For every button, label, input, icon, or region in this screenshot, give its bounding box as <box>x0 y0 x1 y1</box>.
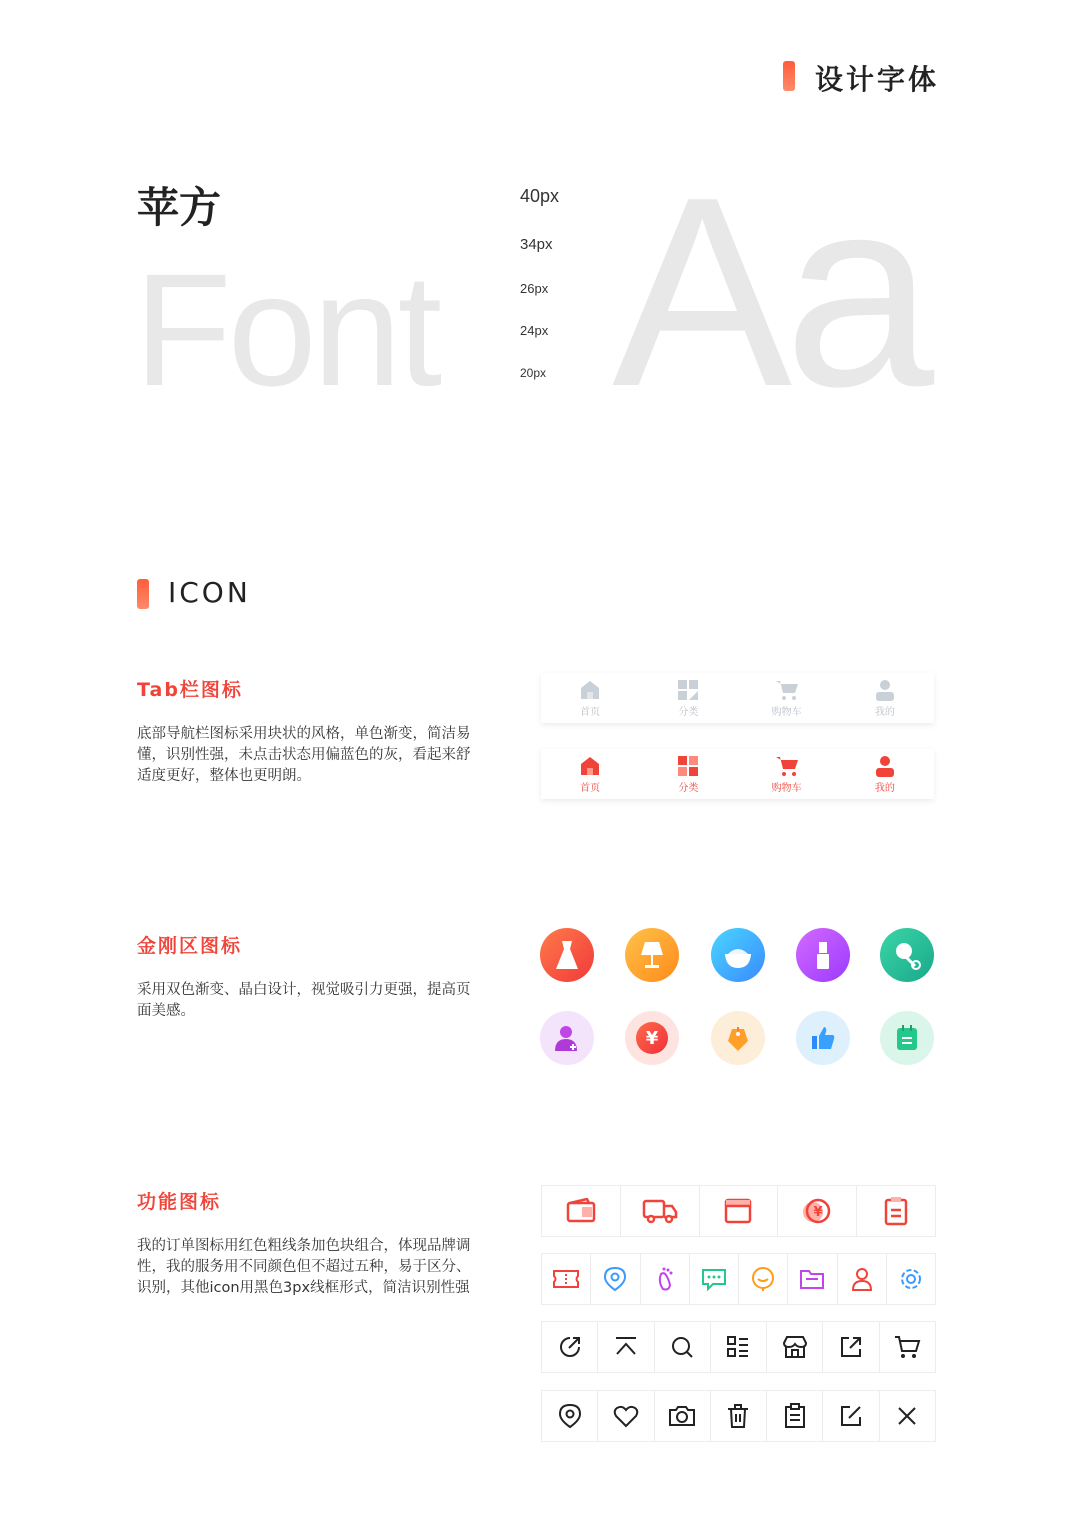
yuan-icon[interactable]: ¥ <box>625 1011 679 1065</box>
tabbar-active <box>541 749 934 799</box>
thumbs-up-icon[interactable] <box>796 1011 850 1065</box>
home-icon <box>579 755 601 777</box>
user-icon <box>874 679 896 701</box>
camera-icon[interactable] <box>654 1391 710 1441</box>
list-icon[interactable] <box>710 1322 766 1372</box>
grid-icon <box>677 755 699 777</box>
section-marker <box>137 579 149 609</box>
box-icon[interactable] <box>699 1186 778 1236</box>
tab-label: 分类 <box>678 782 699 794</box>
cart-icon[interactable] <box>879 1322 935 1372</box>
notes-icon[interactable] <box>766 1391 822 1441</box>
user-add-icon[interactable] <box>540 1011 594 1065</box>
ticket-icon[interactable] <box>542 1254 590 1304</box>
tab-label: 我的 <box>874 782 895 794</box>
truck-icon[interactable] <box>620 1186 699 1236</box>
store-icon[interactable] <box>766 1322 822 1372</box>
tab-label: 首页 <box>580 782 601 794</box>
line-icons-row-1 <box>541 1321 936 1373</box>
cart-icon <box>775 679 799 701</box>
page-title: 设计字体 <box>815 63 940 96</box>
tab-label: 首页 <box>580 706 601 718</box>
footprint-icon[interactable] <box>640 1254 689 1304</box>
tab-mine[interactable] <box>836 673 934 723</box>
tab-home[interactable] <box>541 673 639 723</box>
tab-label: 我的 <box>874 706 895 718</box>
function-section-title: 功能图标 <box>137 1191 222 1213</box>
tab-category[interactable] <box>639 673 737 723</box>
home-icon <box>579 679 601 701</box>
location-icon[interactable] <box>590 1254 639 1304</box>
refund-icon[interactable] <box>777 1186 856 1236</box>
share-arrow-icon[interactable] <box>542 1322 597 1372</box>
external-link-icon[interactable] <box>822 1322 878 1372</box>
back-to-top-icon[interactable] <box>597 1322 653 1372</box>
heart-icon[interactable] <box>597 1391 653 1441</box>
pin-icon[interactable] <box>542 1391 597 1441</box>
tab-cart[interactable] <box>738 673 836 723</box>
service-icons-row <box>541 1253 936 1305</box>
service-icon[interactable] <box>738 1254 787 1304</box>
font-name: 苹方 <box>137 183 222 232</box>
folder-icon[interactable] <box>787 1254 836 1304</box>
tab-home[interactable] <box>541 749 639 799</box>
settings-icon[interactable] <box>886 1254 935 1304</box>
chat-icon[interactable] <box>689 1254 738 1304</box>
section-marker <box>783 61 795 91</box>
lamp-icon[interactable] <box>625 928 679 982</box>
kingkong-section-description: 采用双色渐变、晶白设计，视觉吸引力更强，提高页面美感。 <box>137 982 471 1019</box>
icon-section-title: ICON <box>168 576 251 609</box>
user-icon <box>874 755 896 777</box>
size-label-24: 24px <box>520 323 549 338</box>
line-icons-row-2 <box>541 1390 936 1442</box>
tab-label: 购物车 <box>771 782 802 794</box>
clipboard-icon[interactable] <box>856 1186 935 1236</box>
tag-icon[interactable] <box>711 1011 765 1065</box>
font-sample-word: Font <box>134 240 439 419</box>
tabbar-inactive <box>541 673 934 723</box>
close-icon[interactable] <box>879 1391 935 1441</box>
tab-label: 购物车 <box>771 706 802 718</box>
grid-icon <box>677 679 699 701</box>
user-icon[interactable] <box>837 1254 886 1304</box>
font-sample-letters: Aa <box>612 142 927 443</box>
pacifier-icon[interactable] <box>880 928 934 982</box>
cart-icon <box>775 755 799 777</box>
size-label-34: 34px <box>520 236 553 253</box>
order-icons-row <box>541 1185 936 1237</box>
size-label-26: 26px <box>520 281 549 296</box>
dress-icon[interactable] <box>540 928 594 982</box>
search-icon[interactable] <box>654 1322 710 1372</box>
edit-icon[interactable] <box>822 1391 878 1441</box>
size-label-20: 20px <box>520 366 547 380</box>
tab-section-description: 底部导航栏图标采用块状的风格，单色渐变，简洁易懂，识别性强，未点击状态用偏蓝色的灰，看起来舒适度更好，整体也更明朗。 <box>137 726 471 784</box>
kingkong-section-title: 金刚区图标 <box>137 935 243 957</box>
tab-category[interactable] <box>639 749 737 799</box>
wallet-icon[interactable] <box>542 1186 620 1236</box>
function-section-description: 我的订单图标用红色粗线条加色块组合，体现品牌调性，我的服务用不同颜色但不超过五种，易于区分、识别，其他icon用黑色3px线框形式，简洁识别性强 <box>137 1238 471 1296</box>
calendar-icon[interactable] <box>880 1011 934 1065</box>
svg-text:¥: ¥ <box>813 1205 823 1220</box>
size-label-40: 40px <box>520 186 560 206</box>
trash-icon[interactable] <box>710 1391 766 1441</box>
tab-section-title: Tab栏图标 <box>137 679 243 701</box>
tab-label: 分类 <box>678 706 699 718</box>
tab-cart[interactable] <box>738 749 836 799</box>
lipstick-icon[interactable] <box>796 928 850 982</box>
tab-mine[interactable] <box>836 749 934 799</box>
rice-bowl-icon[interactable] <box>711 928 765 982</box>
